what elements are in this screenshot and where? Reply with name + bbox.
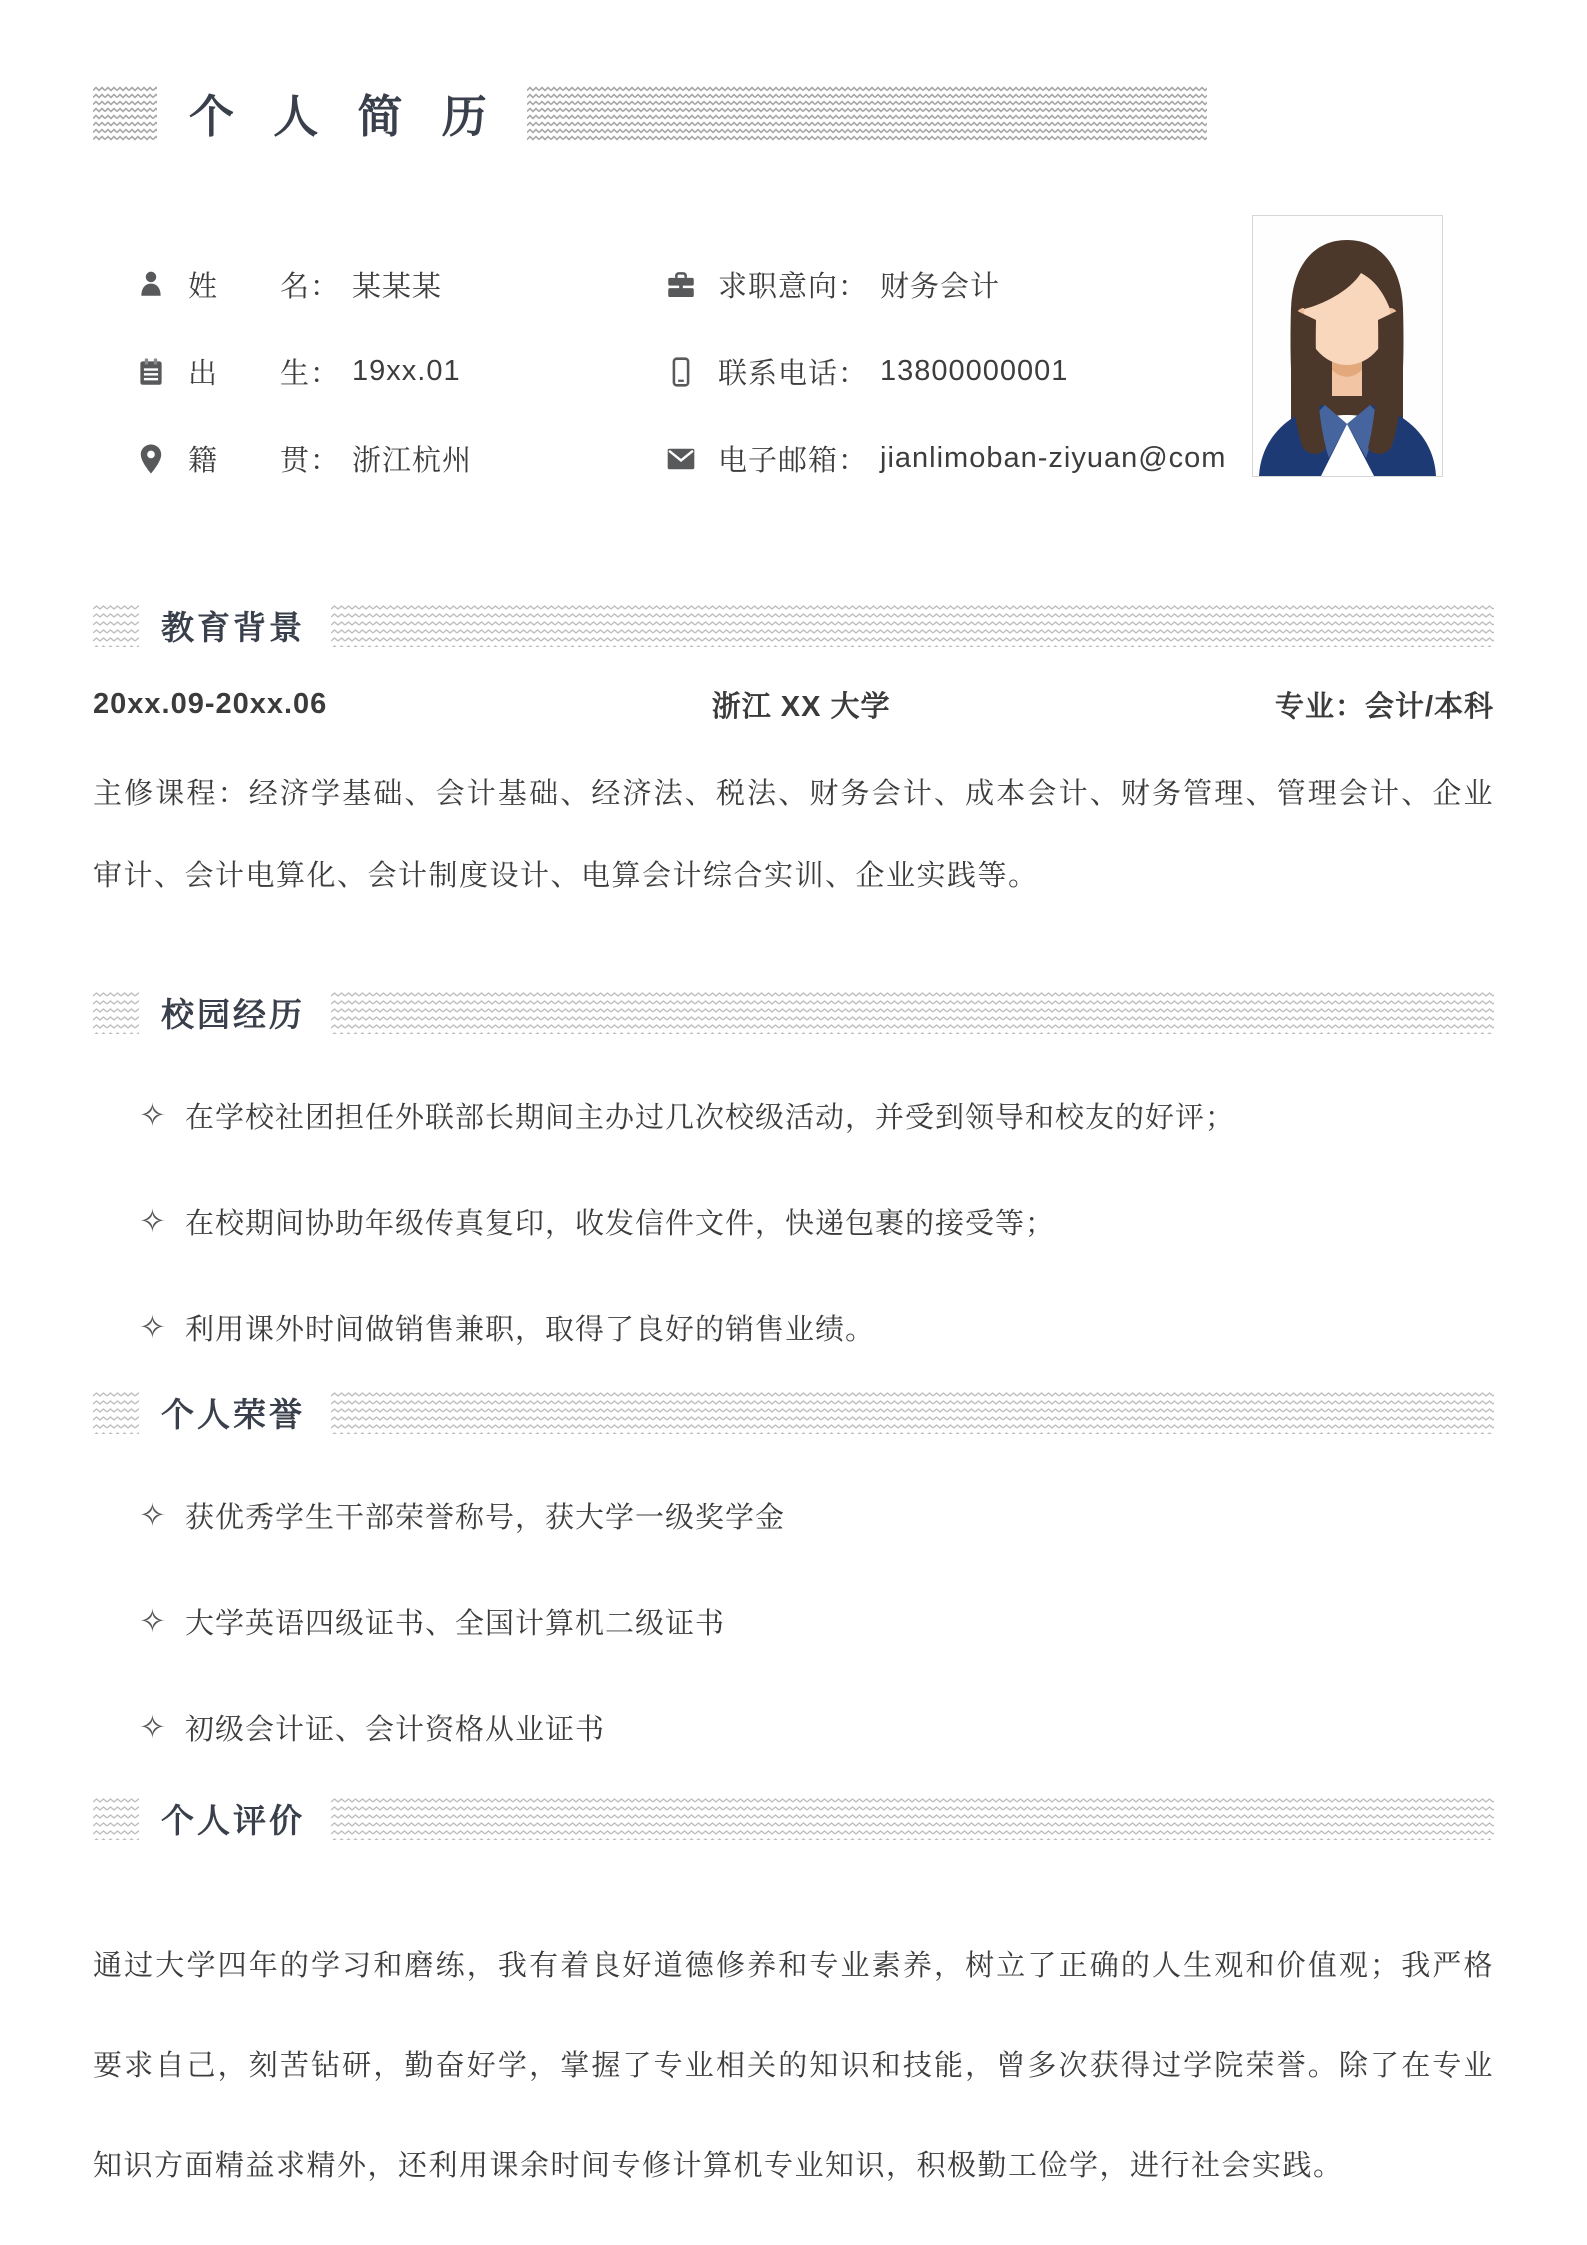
zigzag-decoration-left xyxy=(93,85,157,141)
section-header-education xyxy=(93,597,1494,653)
section-title: 个人荣誉 xyxy=(161,1397,305,1434)
education-period: 20xx.09-20xx.06 xyxy=(93,687,328,720)
section-title: 教育背景 xyxy=(161,610,305,647)
profile-photo xyxy=(1252,215,1443,477)
birth-field xyxy=(93,328,664,415)
briefcase-icon xyxy=(664,268,698,302)
list-item xyxy=(93,1186,1494,1256)
field-label: 生： xyxy=(280,358,341,390)
section-header-honors xyxy=(93,1384,1494,1440)
star-bullet-icon: ✧ xyxy=(139,1709,167,1745)
education-courses: 主修课程：经济学基础、会计基础、经济法、税法、财务会计、成本会计、财务管理、管理会计、企业审计、会计电算化、会计制度设计、电算会计综合实训、企业实践等。 xyxy=(93,778,1494,892)
section-title: 校园经历 xyxy=(161,997,305,1034)
zigzag-decoration-left xyxy=(93,1796,139,1840)
section-header-evaluation xyxy=(93,1790,1494,1846)
field-label: 求职意向： xyxy=(718,271,869,303)
name-field xyxy=(93,241,664,328)
field-label: 姓 xyxy=(188,271,219,303)
field-label: 电子邮箱： xyxy=(718,445,869,477)
zigzag-decoration-right xyxy=(331,990,1494,1034)
list-item xyxy=(93,1292,1494,1362)
zigzag-decoration-left xyxy=(93,603,139,647)
location-pin-icon xyxy=(134,442,168,476)
origin-field xyxy=(93,415,664,502)
field-value: jianlimoban-ziyuan@com xyxy=(880,442,1227,474)
education-summary-row xyxy=(93,685,1494,723)
star-bullet-icon: ✧ xyxy=(139,1497,167,1533)
star-bullet-icon: ✧ xyxy=(139,1603,167,1639)
education-school: 浙江 XX 大学 xyxy=(711,690,891,723)
field-label: 名： xyxy=(280,271,341,303)
zigzag-decoration-right xyxy=(331,1390,1494,1434)
section-title: 个人评价 xyxy=(161,1803,305,1840)
zigzag-decoration-right xyxy=(331,603,1494,647)
field-label: 出 xyxy=(188,358,219,390)
star-bullet-icon: ✧ xyxy=(139,1309,167,1345)
list-item-text: 初级会计证、会计资格从业证书 xyxy=(185,1713,606,1746)
title-row xyxy=(93,0,1494,145)
avatar-illustration xyxy=(1253,216,1442,476)
list-item xyxy=(93,1080,1494,1150)
list-item xyxy=(93,1586,1494,1656)
envelope-icon xyxy=(664,442,698,476)
campus-bullet-list xyxy=(93,1080,1494,1362)
star-bullet-icon: ✧ xyxy=(139,1097,167,1133)
field-value: 财务会计 xyxy=(880,271,1001,303)
section-header-campus xyxy=(93,984,1494,1040)
field-value: 某某某 xyxy=(352,271,443,303)
evaluation-paragraph: 通过大学四年的学习和磨练，我有着良好道德修养和专业素养，树立了正确的人生观和价值观；我严格要求自己，刻苦钻研，勤奋好学，掌握了专业相关的知识和技能，曾多次获得过学院荣誉。除了在专业知识方面精益求精外，还利用课余时间专修计算机专业知识，积极勤工俭学，进行社会实践。 xyxy=(93,1950,1494,2182)
education-major: 专业：会计/本科 xyxy=(1274,690,1494,723)
zigzag-decoration-right xyxy=(527,85,1207,141)
list-item-text: 大学英语四级证书、全国计算机二级证书 xyxy=(185,1607,726,1640)
zigzag-decoration-left xyxy=(93,990,139,1034)
field-label: 籍 xyxy=(188,445,219,477)
person-icon xyxy=(134,268,168,302)
field-label: 贯： xyxy=(280,445,341,477)
list-item xyxy=(93,1480,1494,1550)
list-item-text: 在学校社团担任外联部长期间主办过几次校级活动，并受到领导和校友的好评； xyxy=(185,1101,1236,1134)
calendar-icon xyxy=(134,355,168,389)
field-value: 19xx.01 xyxy=(352,355,461,387)
phone-icon xyxy=(664,355,698,389)
page-title: 个 人 简 历 xyxy=(189,92,501,142)
list-item xyxy=(93,1692,1494,1762)
field-value: 浙江杭州 xyxy=(352,445,473,477)
zigzag-decoration-left xyxy=(93,1390,139,1434)
star-bullet-icon: ✧ xyxy=(139,1203,167,1239)
zigzag-decoration-right xyxy=(331,1796,1494,1840)
honors-bullet-list xyxy=(93,1480,1494,1762)
list-item-text: 在校期间协助年级传真复印，收发信件文件，快递包裹的接受等； xyxy=(185,1207,1056,1240)
field-label: 联系电话： xyxy=(718,358,869,390)
field-value: 13800000001 xyxy=(880,355,1069,387)
list-item-text: 利用课外时间做销售兼职，取得了良好的销售业绩。 xyxy=(185,1313,876,1346)
list-item-text: 获优秀学生干部荣誉称号，获大学一级奖学金 xyxy=(185,1501,786,1534)
